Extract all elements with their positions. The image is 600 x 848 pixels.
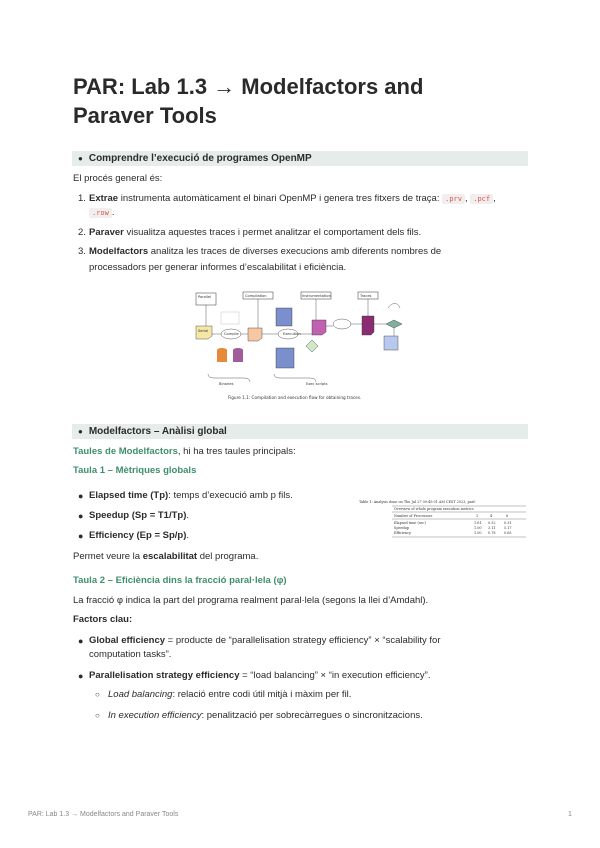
factors-label: Factors clau: xyxy=(73,614,133,625)
section-heading-openmp: ● Comprendre l’execució de programes OpenMP xyxy=(72,151,528,166)
svg-text:0.78: 0.78 xyxy=(488,531,496,535)
list-item-modelfactors: Modelfactors analitza les traces de diverses execucions amb diferents nombres de xyxy=(89,246,442,257)
fig-label-binaries: Binaries xyxy=(219,382,234,386)
figure-caption: Figure 1.1: Compilation and execution flow for obtaining traces. xyxy=(228,395,362,400)
mini-table-header-label: Number of Processors xyxy=(394,514,433,518)
fig-label-traces: Traces xyxy=(360,294,372,298)
fig-label-instrumentation: Instrumentation xyxy=(302,294,331,298)
bullet-global-efficiency: Global efficiency = producte de “parallelisation strategy efficiency” × “scalability for xyxy=(89,635,441,646)
bullet-elapsed-time: Elapsed time (Tp): temps d’execució amb p fils. xyxy=(89,490,293,501)
fig-label-serial: Serial xyxy=(198,329,209,333)
list-number: 2. xyxy=(78,227,86,238)
code-pcf: .pcf xyxy=(470,194,493,204)
mini-table-header-4: 4 xyxy=(490,514,493,518)
bullet-icon: ● xyxy=(78,636,84,646)
svg-text:1.61: 1.61 xyxy=(474,521,482,525)
code-prv: .prv xyxy=(442,194,465,204)
list-number: 1. xyxy=(78,193,86,204)
page-title: PAR: Lab 1.3 → Modelfactors and Paraver Tools xyxy=(73,74,424,128)
bullet-icon: ● xyxy=(78,671,84,681)
svg-text:0.52: 0.52 xyxy=(488,521,496,525)
phi-text: La fracció φ indica la part del programa realment paral·lela (segons la llei d’Amdahl). xyxy=(73,595,429,606)
tables-intro: Taules de Modelfactors, hi ha tres taules principals: xyxy=(73,446,296,457)
bullet-icon: ● xyxy=(78,531,84,541)
page-number: 1 xyxy=(568,811,572,818)
fig-label-parallel: Parallel xyxy=(198,295,212,299)
svg-text:5.17: 5.17 xyxy=(504,526,512,530)
intro-text: El procés general és: xyxy=(73,173,163,184)
mini-table-subtitle: Overview of whole program execution metrics xyxy=(394,507,474,511)
list-item-extrae: Extrae instrumenta automàticament el binari OpenMP i genera tres fitxers de traça: .prv , .pcf , xyxy=(89,193,496,204)
footer-title: PAR: Lab 1.3 → Modelfactors and Paraver Tools xyxy=(28,811,179,818)
code-row: .row xyxy=(89,208,112,218)
mini-table-caption: Table 1: Analysis done on Thu Jul 27 09:45:01 AM CEST 2023, par0 xyxy=(359,500,476,504)
list-item-paraver: Paraver visualitza aquestes traces i permet analitzar el comportament dels fils. xyxy=(89,227,422,238)
scalability-text: Permet veure la escalabilitat del programa. xyxy=(73,551,259,562)
mini-table-header-1: 1 xyxy=(476,514,479,518)
circle-bullet-icon: ○ xyxy=(95,711,100,720)
mini-table-row-label: Efficiency xyxy=(394,531,411,535)
svg-text:3.11: 3.11 xyxy=(488,526,496,530)
bullet-global-efficiency-cont: computation tasks”. xyxy=(89,649,172,660)
list-item-extrae-cont: .row . xyxy=(89,206,115,219)
bullet-efficiency: Efficiency (Ep = Sp/p). xyxy=(89,530,190,541)
mini-table-header-8: 8 xyxy=(506,514,509,518)
svg-text:1.00: 1.00 xyxy=(474,526,482,530)
list-number: 3. xyxy=(78,246,86,257)
table2-heading: Taula 2 – Eficiència dins la fracció paral·lela (φ) xyxy=(73,575,287,586)
list-item-modelfactors-cont: processadors per generar informes d’escalabilitat i eficiència. xyxy=(89,262,347,273)
workflow-figure xyxy=(188,290,412,402)
fig-label-run: Execution xyxy=(283,332,301,336)
fig-label-exec-scripts: Exec scripts xyxy=(306,382,328,386)
bullet-icon: ● xyxy=(78,491,84,501)
svg-text:1.00: 1.00 xyxy=(474,531,482,535)
fig-label-compile: Compile xyxy=(224,332,239,336)
bullet-icon: ● xyxy=(78,154,83,163)
bullet-speedup: Speedup (Sp = T1/Tp). xyxy=(89,510,190,521)
mini-table-row-label: Elapsed time (sec) xyxy=(394,521,426,525)
bullet-parallelisation: Parallelisation strategy efficiency = “load balancing” × “in execution efficiency”. xyxy=(89,670,431,681)
sub-bullet-load-balancing: Load balancing: relació entre codi útil mitjà i màxim per fil. xyxy=(108,689,352,700)
mini-table-row-label: Speedup xyxy=(394,526,410,530)
sub-bullet-execution-efficiency: In execution efficiency: penalització per sobrecàrregues o sincronitzacions. xyxy=(108,710,423,721)
svg-text:0.31: 0.31 xyxy=(504,521,512,525)
metrics-table-figure xyxy=(358,497,528,543)
fig-label-compilation: Compilation xyxy=(245,294,267,298)
circle-bullet-icon: ○ xyxy=(95,690,100,699)
table1-heading: Taula 1 – Mètriques globals xyxy=(73,465,197,476)
svg-text:0.65: 0.65 xyxy=(504,531,512,535)
bullet-icon: ● xyxy=(78,511,84,521)
bullet-icon: ● xyxy=(78,427,83,436)
section-heading-modelfactors: ● Modelfactors – Anàlisi global xyxy=(72,424,528,439)
